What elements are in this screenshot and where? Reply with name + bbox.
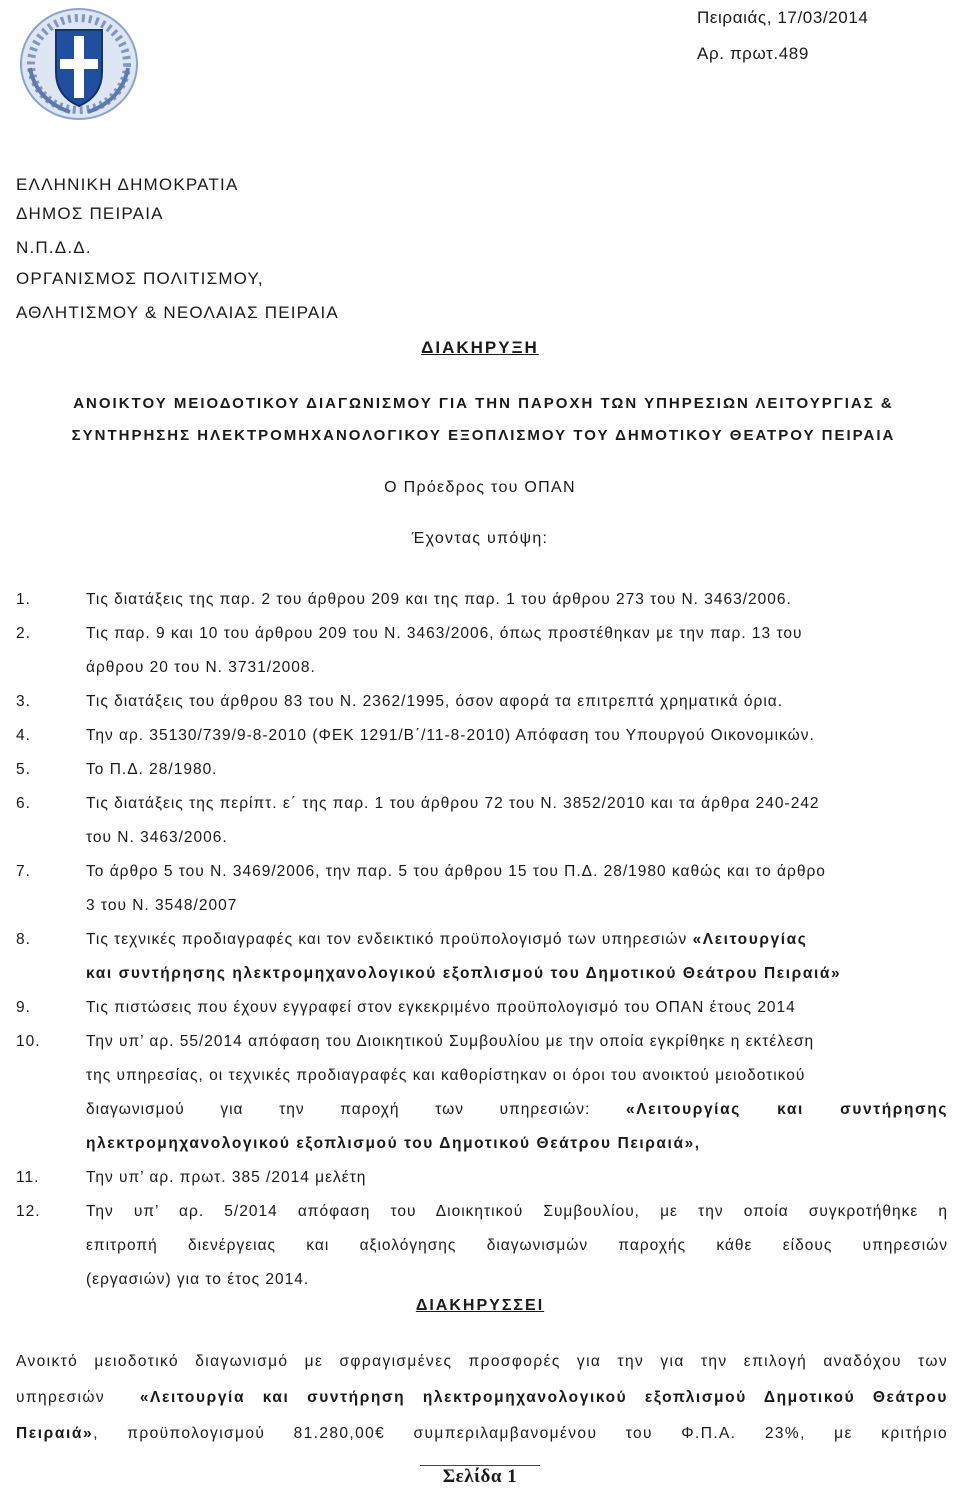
list-item: [16, 1195, 948, 1297]
list-item: [16, 1161, 948, 1195]
list-item: [16, 719, 948, 753]
item-text-bold: «Λειτουργίας: [692, 931, 808, 948]
body-text-plain: υπηρεσιών: [16, 1389, 105, 1406]
protocol-number: Αρ. πρωτ.489: [697, 44, 809, 63]
item-text: Το Π.Δ. 28/1980.: [86, 761, 218, 778]
item-text: Τις διατάξεις της περίπτ. ε΄ της παρ. 1 του άρθρου 72 του Ν. 3852/2010 και τα άρθρα 240-242: [86, 795, 820, 812]
issuer-line: ΕΛΛΗΝΙΚΗ ΔΗΜΟΚΡΑΤΙΑ: [16, 175, 239, 194]
item-text: Την υπ’ αρ. 55/2014 απόφαση του Διοικητικού Συμβουλίου με την οποία εγκρίθηκε η εκτέλεση: [86, 1033, 815, 1050]
considering-line: Έχοντας υπόψη:: [411, 530, 549, 547]
item-text-bold: ηλεκτρομηχανολογικού εξοπλισμού του Δημοτικού Θεάτρου Πειραιά»,: [86, 1135, 701, 1152]
item-text-plain: Τις τεχνικές προδιαγραφές και τον ενδεικτικό προϋπολογισμό των υπηρεσιών: [86, 931, 688, 948]
considerations-list: [16, 583, 948, 1297]
declaration-body: [16, 1344, 948, 1452]
list-item: [16, 685, 948, 719]
item-text: της υπηρεσίας, οι τεχνικές προδιαγραφές και καθορίστηκαν οι όροι του ανοικτού μειοδοτικού: [86, 1067, 806, 1084]
item-text: Την αρ. 35130/739/9-8-2010 (ΦΕΚ 1291/Β΄/11-8-2010) Απόφαση του Υπουργού Οικονομικών.: [86, 727, 815, 744]
president-line: Ο Πρόεδρος του ΟΠΑΝ: [384, 479, 576, 496]
list-item: [16, 855, 948, 923]
item-number: 12.: [16, 1203, 41, 1220]
item-text: [86, 923, 948, 957]
item-number: 6.: [16, 795, 31, 812]
body-line: Ανοικτό μειοδοτικό διαγωνισμό με σφραγισμένες προσφορές για την για την επιλογή αναδόχου των: [16, 1353, 948, 1370]
body-line: [16, 1380, 948, 1416]
list-item: [16, 617, 948, 685]
document-subject: [16, 388, 951, 452]
body-text-bold: Πειραιά»: [16, 1425, 94, 1442]
list-item: [16, 787, 948, 855]
item-number: 11.: [16, 1169, 40, 1186]
item-number: 1.: [16, 591, 31, 608]
item-text-plain: διαγωνισμού για την παροχή των υπηρεσιών:: [86, 1101, 591, 1118]
greek-coat-of-arms-icon: [16, 4, 142, 122]
item-number: 10.: [16, 1033, 41, 1050]
list-item: [16, 753, 948, 787]
place-date: Πειραιάς, 17/03/2014: [697, 8, 869, 27]
item-text: Την υπ’ αρ. πρωτ. 385 /2014 μελέτη: [86, 1169, 367, 1186]
issuer-block: [16, 168, 339, 330]
item-number: 4.: [16, 727, 31, 744]
body-text-bold: «Λειτουργία και συντήρηση ηλεκτρομηχανολογικού εξοπλισμού Δημοτικού Θεάτρου: [139, 1389, 948, 1406]
issuer-line: ΔΗΜΟΣ ΠΕΙΡΑΙΑ: [16, 204, 164, 223]
issuer-line: ΑΘΛΗΤΙΣΜΟΥ & ΝΕΟΛΑΙΑΣ ΠΕΙΡΑΙΑ: [16, 303, 339, 322]
subject-line: ΑΝΟΙΚΤΟΥ ΜΕΙΟΔΟΤΙΚΟΥ ΔΙΑΓΩΝΙΣΜΟΥ ΓΙΑ ΤΗΝ ΠΑΡΟΧΗ ΤΩΝ ΥΠΗΡΕΣΙΩΝ ΛΕΙΤΟΥΡΓΙΑΣ &: [73, 395, 894, 412]
item-number: 5.: [16, 761, 31, 778]
body-text-plain: , προϋπολογισμού 81.280,00€ συμπεριλαμβανομένου του Φ.Π.Α. 23%, με κριτήριο: [93, 1425, 948, 1442]
item-text: Τις διατάξεις της παρ. 2 του άρθρου 209 και της παρ. 1 του άρθρου 273 του Ν. 3463/2006.: [86, 591, 792, 608]
item-number: 2.: [16, 625, 31, 642]
item-text: του Ν. 3463/2006.: [86, 829, 228, 846]
item-text: Τις πιστώσεις που έχουν εγγραφεί στον εγκεκριμένο προϋπολογισμό του ΟΠΑΝ έτους 2014: [86, 999, 796, 1016]
list-item: [16, 923, 948, 991]
issuer-line: ΟΡΓΑΝΙΣΜΟΣ ΠΟΛΙΤΙΣΜΟΥ,: [16, 269, 264, 288]
item-text: [86, 1093, 948, 1127]
item-number: 3.: [16, 693, 31, 710]
item-text: Τις παρ. 9 και 10 του άρθρου 209 του Ν. 3463/2006, όπως προστέθηκαν με την παρ. 13 του: [86, 625, 803, 642]
declares-heading: ΔΙΑΚΗΡΥΣΣΕΙ: [415, 1297, 545, 1314]
item-number: 8.: [16, 931, 31, 948]
item-text: Το άρθρο 5 του Ν. 3469/2006, την παρ. 5 του άρθρου 15 του Π.Δ. 28/1980 καθώς και το άρθρο: [86, 863, 826, 880]
subject-line: ΣΥΝΤΗΡΗΣΗΣ ΗΛΕΚΤΡΟΜΗΧΑΝΟΛΟΓΙΚΟΥ ΕΞΟΠΛΙΣΜΟΥ ΤΟΥ ΔΗΜΟΤΙΚΟΥ ΘΕΑΤΡΟΥ ΠΕΙΡΑΙΑ: [71, 427, 896, 444]
item-text-bold: και συντήρησης ηλεκτρομηχανολογικού εξοπλισμού του Δημοτικού Θεάτρου Πειραιά»: [86, 965, 842, 982]
document-title: ΔΙΑΚΗΡΥΞΗ: [421, 338, 539, 357]
item-number: 9.: [16, 999, 31, 1016]
page-number: Σελίδα 1: [442, 1466, 518, 1487]
list-item: [16, 1025, 948, 1161]
item-text-bold: «Λειτουργίας και συντήρησης: [625, 1101, 948, 1118]
item-text: επιτροπή διενέργειας και αξιολόγησης διαγωνισμών παροχής κάθε είδους υπηρεσιών: [86, 1237, 948, 1254]
list-item: [16, 991, 948, 1025]
item-text: Την υπ’ αρ. 5/2014 απόφαση του Διοικητικού Συμβουλίου, με την οποία συγκροτήθηκε η: [86, 1203, 948, 1220]
item-text: 3 του Ν. 3548/2007: [86, 897, 238, 914]
item-text: (εργασιών) για το έτος 2014.: [86, 1271, 310, 1288]
list-item: [16, 583, 948, 617]
issuer-line: Ν.Π.Δ.Δ.: [16, 238, 92, 257]
body-line: [16, 1416, 948, 1452]
item-text: Τις διατάξεις του άρθρου 83 του Ν. 2362/1995, όσον αφορά τα επιτρεπτά χρηματικά όρια.: [86, 693, 784, 710]
item-text: άρθρου 20 του Ν. 3731/2008.: [86, 659, 316, 676]
item-number: 7.: [16, 863, 31, 880]
